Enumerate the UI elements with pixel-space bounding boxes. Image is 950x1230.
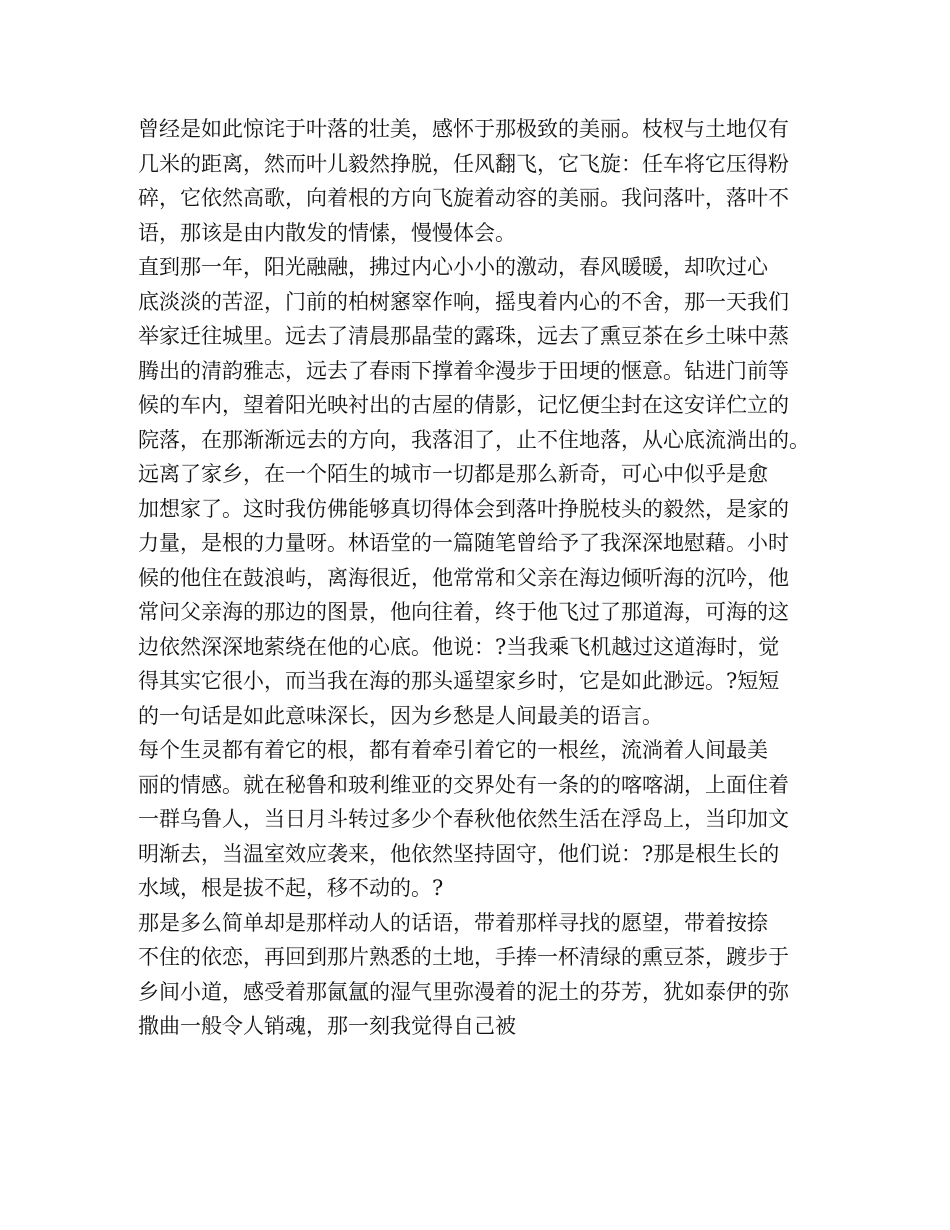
- paragraph-4: [138, 733, 828, 906]
- text-line: 水域，根是拔不起，移不动的。?: [138, 876, 444, 900]
- text-line: 不住的依恋，再回到那片熟悉的土地，手捧一杯清绿的熏豆茶，踱步于: [138, 945, 789, 969]
- paragraph-2: [138, 250, 828, 457]
- paragraph-5: [138, 906, 828, 1044]
- text-line: 院落，在那渐渐远去的方向，我落泪了，止不住地落，从心底流淌出的。: [138, 427, 810, 452]
- text-line: 那是多么简单却是那样动人的话语，带着那样寻找的愿望，带着按捺: [138, 910, 768, 935]
- text-line: 明渐去，当温室效应袭来，他依然坚持固守，他们说：?那是根生长的: [138, 841, 780, 866]
- text-line: 得其实它很小，而当我在海的那头遥望家乡时，它是如此渺远。?短短: [138, 669, 780, 693]
- text-line: 候的车内，望着阳光映衬出的古屋的倩影，记忆便尘封在这安详伫立的: [138, 393, 789, 417]
- text-line: 撒曲一般令人销魂，那一刻我觉得自己被: [138, 1014, 516, 1038]
- text-line: 的一句话是如此意味深长，因为乡愁是人间最美的语言。: [138, 703, 663, 728]
- text-line: 力量，是根的力量呀。林语堂的一篇随笔曾给予了我深深地慰藉。小时: [138, 531, 789, 555]
- text-line: 直到那一年，阳光融融，拂过内心小小的激动，春风暖暖，却吹过心: [138, 255, 768, 279]
- text-line: 常问父亲海的那边的图景，他向往着，终于他飞过了那道海，可海的这: [138, 600, 789, 624]
- text-line: 语，那该是由内散发的情愫，慢慢体会。: [138, 220, 516, 245]
- text-line: 曾经是如此惊诧于叶落的壮美，感怀于那极致的美丽。枝杈与土地仅有: [138, 117, 789, 141]
- document-body: [138, 112, 828, 1044]
- text-line: 乡间小道，感受着那氤氲的湿气里弥漫着的泥土的芬芳，犹如泰伊的弥: [138, 979, 789, 1004]
- text-line: 远离了家乡，在一个陌生的城市一切都是那么新奇，可心中似乎是愈: [138, 462, 768, 486]
- text-line: 一群乌鲁人，当日月斗转过多少个春秋他依然生活在浮岛上，当印加文: [138, 807, 789, 831]
- text-line: 腾出的清韵雅志，远去了春雨下撑着伞漫步于田埂的惬意。钻进门前等: [138, 358, 789, 383]
- text-line: 举家迁往城里。远去了清晨那晶莹的露珠，远去了熏豆茶在乡土味中蒸: [138, 324, 789, 348]
- text-line: 边依然深深地萦绕在他的心底。他说：?当我乘飞机越过这道海时，觉: [138, 634, 780, 659]
- paragraph-3: [138, 457, 828, 733]
- text-line: 每个生灵都有着它的根，都有着牵引着它的一根丝，流淌着人间最美: [138, 738, 768, 762]
- text-line: 候的他住在鼓浪屿，离海很近，他常常和父亲在海边倾听海的沉吟，他: [138, 565, 789, 590]
- text-line: 加想家了。这时我仿佛能够真切得体会到落叶挣脱枝头的毅然，是家的: [138, 496, 789, 521]
- text-line: 底淡淡的苦涩，门前的柏树窸窣作响，摇曳着内心的不舍，那一天我们: [138, 289, 789, 314]
- paragraph-1: [138, 112, 828, 250]
- text-line: 碎，它依然高歌，向着根的方向飞旋着动容的美丽。我问落叶，落叶不: [138, 186, 789, 210]
- text-line: 丽的情感。就在秘鲁和玻利维亚的交界处有一条的的喀喀湖，上面住着: [138, 772, 789, 797]
- text-line: 几米的距离，然而叶儿毅然挣脱，任风翻飞，它飞旋：任车将它压得粉: [138, 151, 789, 176]
